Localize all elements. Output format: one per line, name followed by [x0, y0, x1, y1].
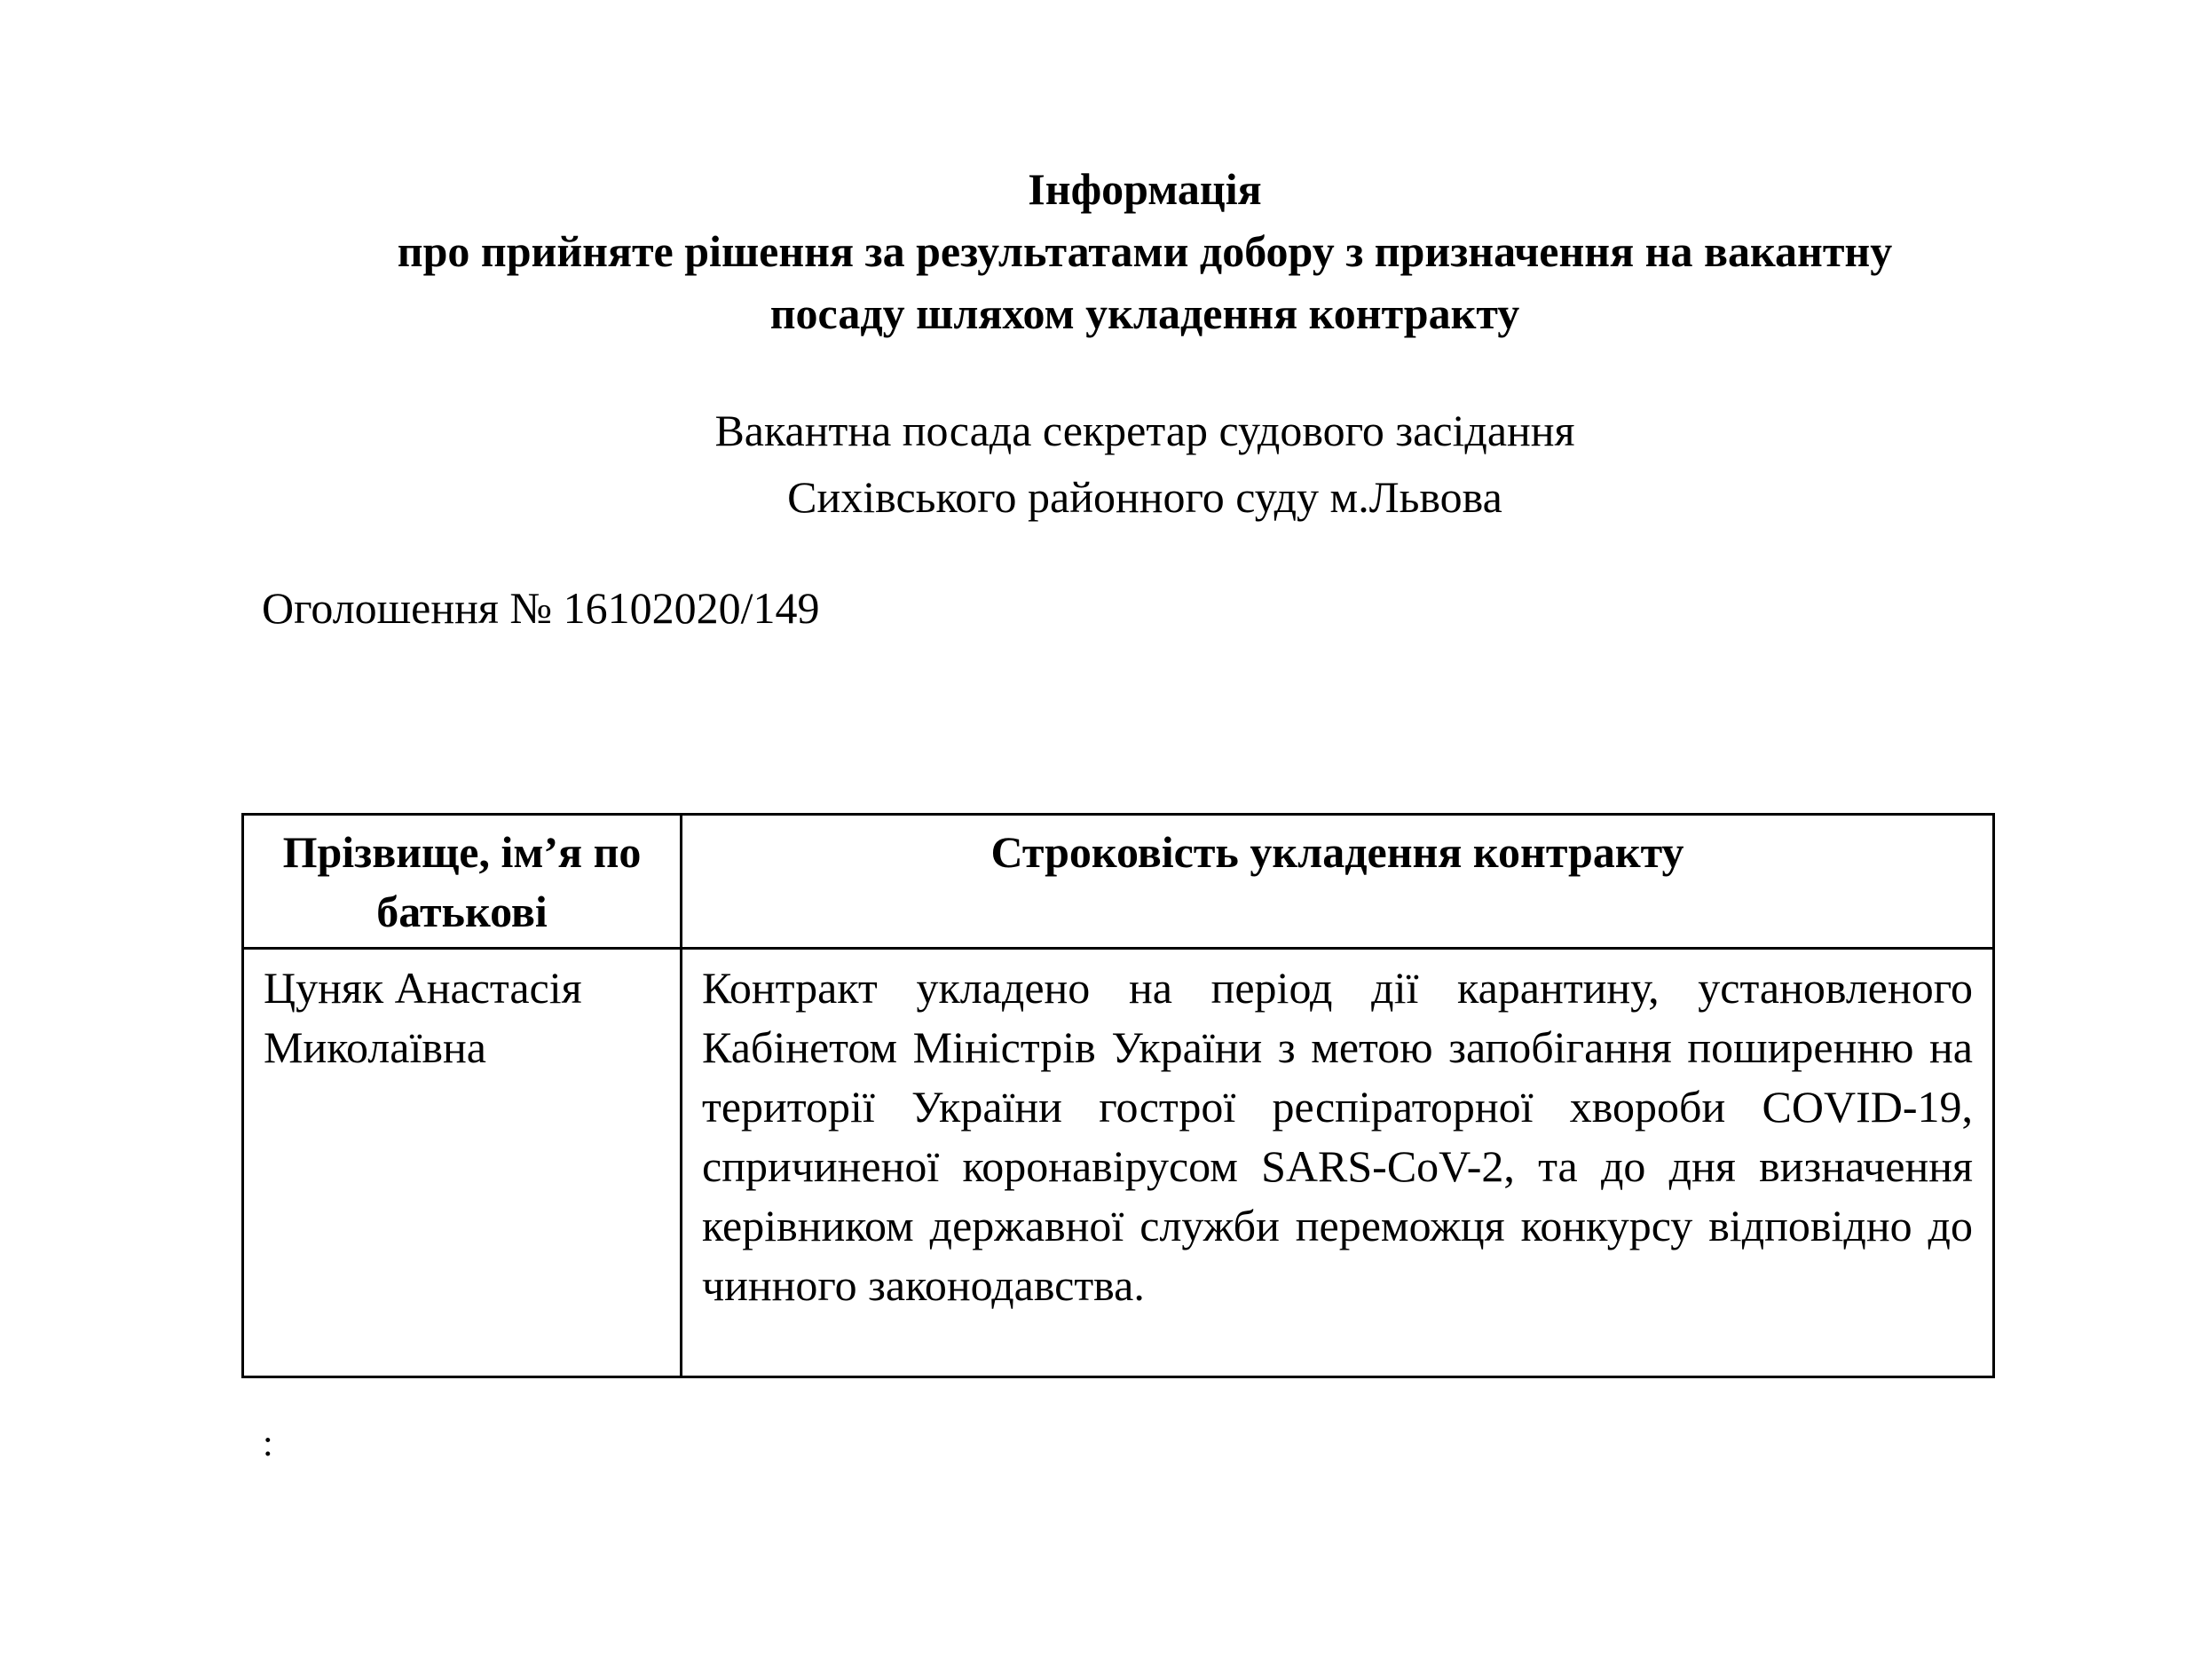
title-line-1: Інформація [1028, 164, 1262, 214]
trailing-colon: : [263, 1424, 273, 1464]
vacancy-subtitle [417, 398, 1873, 531]
cell-full-name [243, 949, 682, 1377]
title-line-2: про прийняте рішення за результатами добору з призначення на вакантну [397, 226, 1893, 276]
subtitle-line-1: Вакантна посада секретар судового засідання [714, 406, 1575, 455]
table-row [243, 949, 1994, 1377]
decision-table [241, 813, 1995, 1378]
announcement-number: Оголошення № 16102020/149 [262, 583, 820, 633]
title-line-3: посаду шляхом укладення контракту [769, 288, 1520, 338]
table-header-row [243, 815, 1994, 949]
header-contract-term: Строковість укладення контракту [682, 815, 1994, 949]
full-name-line-1: Цуняк Анастасія [264, 963, 582, 1013]
full-name-line-2: Миколаївна [264, 1022, 486, 1072]
header-full-name: Прізвище, ім’я по батькові [243, 815, 682, 949]
document-title [248, 158, 2041, 344]
subtitle-line-2: Сихівського районного суду м.Львова [787, 472, 1502, 522]
cell-contract-term: Контракт укладено на період дії карантину, установленого Кабінетом Міністрів України з метою запобігання поширенню на території України гострої респіраторної хвороби COVID-19, спричиненої коронавірусом SARS-CoV-2, та до дня визначення керівником державної служби переможця конкурсу відповідно до чинного законодавства. [682, 949, 1994, 1377]
